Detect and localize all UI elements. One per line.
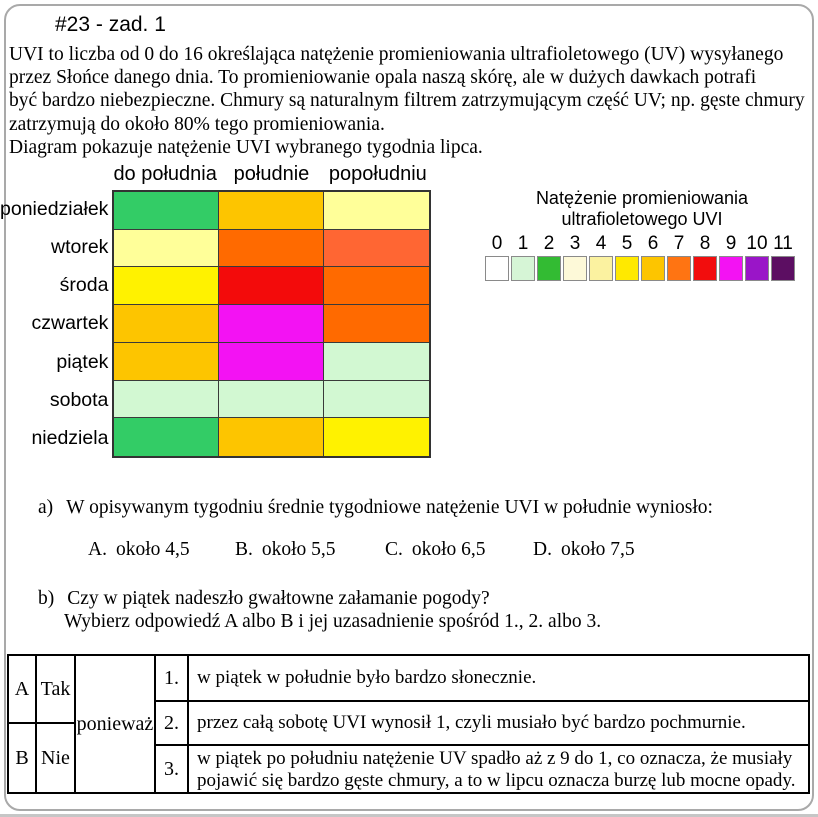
intro-line: być bardzo niebezpieczne. Chmury są naturalnym filtrem zatrzymującym część UV; np. gęste chmury: [9, 90, 805, 112]
legend-tick-10: 10: [746, 233, 768, 254]
legend-swatch-0: [485, 256, 509, 281]
legend-tick-2: 2: [543, 233, 555, 254]
question-b-label: b): [38, 588, 55, 609]
answer-table: [7, 654, 810, 794]
question-b-line1: Czy w piątek nadeszło gwałtowne załamanie pogody?: [67, 588, 490, 609]
option-b[interactable]: [235, 539, 336, 561]
intro-line: zatrzymują do około 80% tego promieniowania.: [9, 113, 385, 135]
option-a-label: A.: [88, 539, 107, 560]
heatmap-row-label-1: wtorek: [50, 235, 109, 258]
heatmap-row-label-2: środa: [59, 274, 109, 297]
heatmap-cell-wtorek-1: [219, 230, 324, 268]
option-b-text: około 5,5: [261, 539, 336, 560]
legend-swatch-3: [563, 256, 587, 281]
legend-tick-8: 8: [699, 233, 711, 254]
legend-swatch-9: [719, 256, 743, 281]
legend-swatches: [485, 256, 797, 281]
answer-letter-column: [9, 656, 37, 792]
heatmap-cell-piątek-0: [114, 343, 219, 381]
heatmap-col-headers: [112, 163, 431, 186]
legend-tick-9: 9: [725, 233, 737, 254]
heatmap-cell-środa-0: [114, 267, 219, 305]
justification-row-3[interactable]: [156, 746, 808, 793]
option-c-text: około 6,5: [411, 539, 486, 560]
legend-swatch-6: [641, 256, 665, 281]
question-b: [38, 588, 490, 610]
legend-tick-1: 1: [517, 233, 529, 254]
legend-tick-0: 0: [491, 233, 503, 254]
heatmap-cell-poniedziałek-2: [324, 192, 429, 230]
legend-tick-4: 4: [595, 233, 607, 254]
heatmap-cell-poniedziałek-1: [219, 192, 324, 230]
question-a-options: [0, 539, 818, 565]
legend-swatch-5: [615, 256, 639, 281]
legend-tick-7: 7: [673, 233, 685, 254]
intro-line: UVI to liczba od 0 do 16 określająca natężenie promieniowania ultrafioletowego (UV) wysyłanego: [9, 44, 784, 65]
heatmap-col-header-2: popołudniu: [328, 163, 427, 185]
question-a-text: W opisywanym tygodniu średnie tygodniowe natężenie UVI w południe wyniosło:: [66, 497, 713, 518]
legend-title-line: Natężenie promieniowania: [535, 188, 749, 208]
legend-ticks: [485, 233, 797, 255]
question-b-instruction: Wybierz odpowiedź A albo B i jej uzasadnienie spośród 1., 2. albo 3.: [64, 611, 602, 632]
legend-tick-6: 6: [647, 233, 659, 254]
justification-1-number: 1.: [156, 656, 189, 700]
heatmap-cell-sobota-2: [324, 381, 429, 419]
intro-line: przez Słońce danego dnia. To promieniowanie opala naszą skórę, ale w dużych dawkach potrafi: [9, 67, 757, 89]
option-a-text: około 4,5: [115, 539, 190, 560]
legend-strip: [485, 233, 797, 281]
justification-2-number: 2.: [156, 702, 189, 744]
heatmap-cell-niedziela-0: [114, 418, 219, 456]
question-a-label: a): [38, 497, 54, 518]
heatmap-row-label-4: piątek: [56, 350, 109, 373]
legend-swatch-10: [745, 256, 769, 281]
connector-cell: ponieważ: [76, 656, 156, 792]
heatmap-cell-wtorek-2: [324, 230, 429, 268]
heatmap-cell-piątek-2: [324, 343, 429, 381]
heatmap-cell-sobota-1: [219, 381, 324, 419]
uvi-heatmap-grid: [112, 190, 431, 458]
option-d-label: D.: [533, 539, 552, 560]
legend-swatch-2: [537, 256, 561, 281]
answer-letter-b[interactable]: B: [15, 746, 29, 769]
heatmap-row-labels: [0, 190, 109, 458]
answer-value-column: [37, 656, 76, 792]
intro-paragraph: [9, 43, 805, 159]
answer-letter-a[interactable]: A: [9, 656, 35, 724]
answer-value-nie[interactable]: Nie: [41, 746, 70, 769]
heatmap-cell-czwartek-0: [114, 305, 219, 343]
heatmap-row-label-3: czwartek: [31, 312, 109, 335]
question-a: [38, 497, 713, 519]
justification-row-1[interactable]: [156, 656, 808, 702]
heatmap-col-header-1: południe: [233, 163, 310, 185]
heatmap-cell-niedziela-1: [219, 418, 324, 456]
heatmap-col-header-0: do południa: [113, 163, 217, 185]
option-d[interactable]: [533, 539, 635, 561]
option-d-text: około 7,5: [560, 539, 635, 560]
legend-tick-3: 3: [569, 233, 581, 254]
option-c[interactable]: [385, 539, 486, 561]
justification-2-text: przez całą sobotę UVI wynosił 1, czyli musiało być bardzo pochmurnie.: [197, 712, 746, 734]
legend-swatch-1: [511, 256, 535, 281]
heatmap-cell-sobota-0: [114, 381, 219, 419]
justification-row-2[interactable]: [156, 702, 808, 746]
option-a[interactable]: [88, 539, 190, 561]
heatmap-row-label-5: sobota: [49, 389, 109, 412]
heatmap-row-label-6: niedziela: [31, 427, 109, 450]
legend-swatch-11: [771, 256, 795, 281]
heatmap-cell-piątek-1: [219, 343, 324, 381]
option-c-label: C.: [385, 539, 403, 560]
option-b-label: B.: [235, 539, 253, 560]
legend-swatch-8: [693, 256, 717, 281]
heatmap-cell-niedziela-2: [324, 418, 429, 456]
legend-title: [452, 188, 818, 230]
justification-1-text: w piątek w południe było bardzo słonecznie.: [197, 667, 537, 689]
justification-3-text: w piątek po południu natężenie UV spadło aż z 9 do 1, co oznacza, że musiały pojawić się bardzo gęste chmury, a to w lipcu oznacza burzę lub mocne opady.: [197, 748, 796, 791]
heatmap-cell-czwartek-2: [324, 305, 429, 343]
justification-rows: [156, 656, 808, 792]
heatmap-cell-środa-2: [324, 267, 429, 305]
page-title: #23 - zad. 1: [55, 13, 166, 36]
justification-3-number: 3.: [156, 746, 189, 793]
answer-value-tak[interactable]: Tak: [37, 656, 74, 724]
heatmap-cell-czwartek-1: [219, 305, 324, 343]
heatmap-cell-poniedziałek-0: [114, 192, 219, 230]
legend-tick-5: 5: [621, 233, 633, 254]
uvi-legend: [452, 188, 818, 281]
heatmap-cell-środa-1: [219, 267, 324, 305]
legend-swatch-7: [667, 256, 691, 281]
legend-tick-11: 11: [773, 233, 793, 254]
heatmap-cell-wtorek-0: [114, 230, 219, 268]
legend-title-line: ultrafioletowego UVI: [561, 209, 723, 229]
legend-swatch-4: [589, 256, 613, 281]
heatmap-row-label-0: poniedziałek: [0, 197, 109, 220]
intro-line: Diagram pokazuje natężenie UVI wybranego tygodnia lipca.: [9, 136, 483, 158]
